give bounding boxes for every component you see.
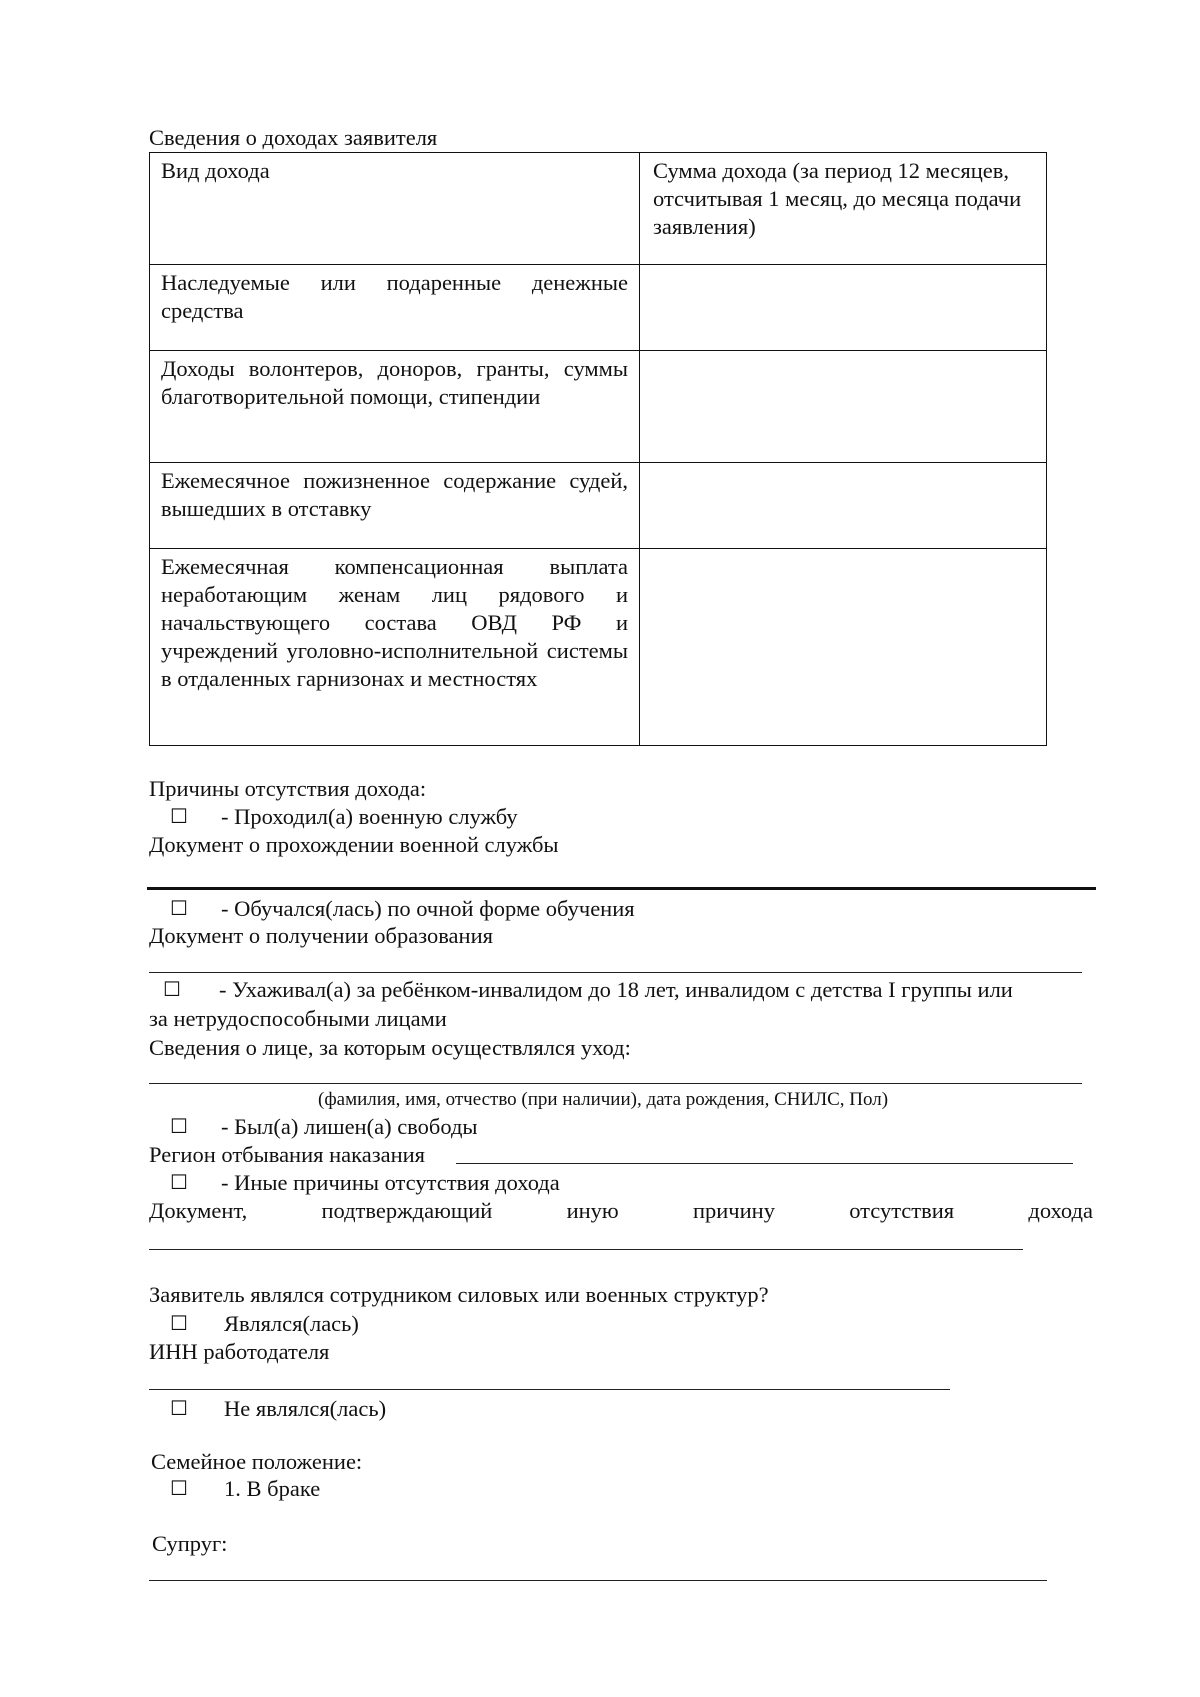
other-doc-word: отсутствия [849,1198,955,1223]
military-doc-field[interactable] [147,887,1096,890]
income-type-cell: Наследуемые или подаренные денежные средства [150,265,640,351]
care-info-hint: (фамилия, имя, отчество (при наличии), дата рождения, СНИЛС, Пол) [318,1089,889,1110]
table-row [150,549,1047,746]
checkbox-prison[interactable]: ☐ [170,1116,188,1138]
other-doc-word: дохода [1028,1198,1093,1223]
income-type-cell: Ежемесячная компенсационная выплата неработающим женам лиц рядового и начальствующего состава ОВД РФ и учреждений уголовно-исполнительной системы в отдаленных гарнизонах и местностях [150,549,640,746]
income-amount-cell[interactable] [640,351,1047,463]
inn-field[interactable] [149,1389,950,1390]
other-doc-word: Документ, [149,1198,248,1223]
table-row [150,351,1047,463]
checkbox-married[interactable]: ☐ [170,1478,188,1500]
other-label: - Иные причины отсутствия дохода [221,1170,560,1195]
header-income-amount: Сумма дохода (за период 12 месяцев, отсчитывая 1 месяц, до месяца подачи заявления) [640,153,1047,265]
prison-label: - Был(а) лишен(а) свободы [221,1114,478,1139]
checkbox-study[interactable]: ☐ [170,898,188,920]
care-info-label: Сведения о лице, за которым осуществлялся уход: [149,1035,631,1060]
prison-region-label: Регион отбывания наказания [149,1142,426,1167]
income-amount-cell[interactable] [640,549,1047,746]
other-doc-label [149,1197,1093,1225]
table-row [150,265,1047,351]
inn-label: ИНН работодателя [149,1339,330,1364]
other-doc-field[interactable] [149,1249,1023,1250]
force-question: Заявитель являлся сотрудником силовых или военных структур? [149,1282,769,1307]
other-doc-word: подтверждающий [321,1198,493,1223]
income-amount-cell[interactable] [640,265,1047,351]
other-doc-word: иную [566,1198,619,1223]
checkbox-force-no[interactable]: ☐ [170,1398,188,1420]
table-row [150,463,1047,549]
study-doc-label: Документ о получении образования [149,923,493,948]
income-amount-cell[interactable] [640,463,1047,549]
force-yes-label: Являлся(лась) [224,1311,359,1336]
income-table [149,152,1047,746]
military-doc-label: Документ о прохождении военной службы [149,832,559,857]
married-label: 1. В браке [224,1476,321,1501]
spouse-field[interactable] [149,1580,1047,1581]
checkbox-force-yes[interactable]: ☐ [170,1313,188,1335]
study-label: - Обучался(лась) по очной форме обучения [221,896,635,921]
military-label: - Проходил(а) военную службу [221,804,518,829]
care-info-field[interactable] [149,1083,1082,1084]
checkbox-other[interactable]: ☐ [170,1172,188,1194]
care-label-line2: за нетрудоспособными лицами [149,1006,447,1031]
force-no-label: Не являлся(лась) [224,1396,387,1421]
other-doc-word: причину [692,1198,775,1223]
prison-region-field[interactable] [456,1163,1073,1164]
section-title: Сведения о доходах заявителя [149,125,438,150]
family-heading: Семейное положение: [151,1449,363,1474]
spouse-label: Супруг: [152,1531,228,1556]
checkbox-care[interactable]: ☐ [163,979,181,1001]
table-header-row [150,153,1047,265]
care-label-line1: - Ухаживал(а) за ребёнком-инвалидом до 18 лет, инвалидом с детства I группы или [219,977,1013,1002]
income-type-cell: Доходы волонтеров, доноров, гранты, суммы благотворительной помощи, стипендии [150,351,640,463]
study-doc-field[interactable] [149,972,1082,973]
checkbox-military[interactable]: ☐ [170,806,188,828]
absence-heading: Причины отсутствия дохода: [149,776,427,801]
header-income-type: Вид дохода [150,153,640,265]
income-type-cell: Ежемесячное пожизненное содержание судей, вышедших в отставку [150,463,640,549]
